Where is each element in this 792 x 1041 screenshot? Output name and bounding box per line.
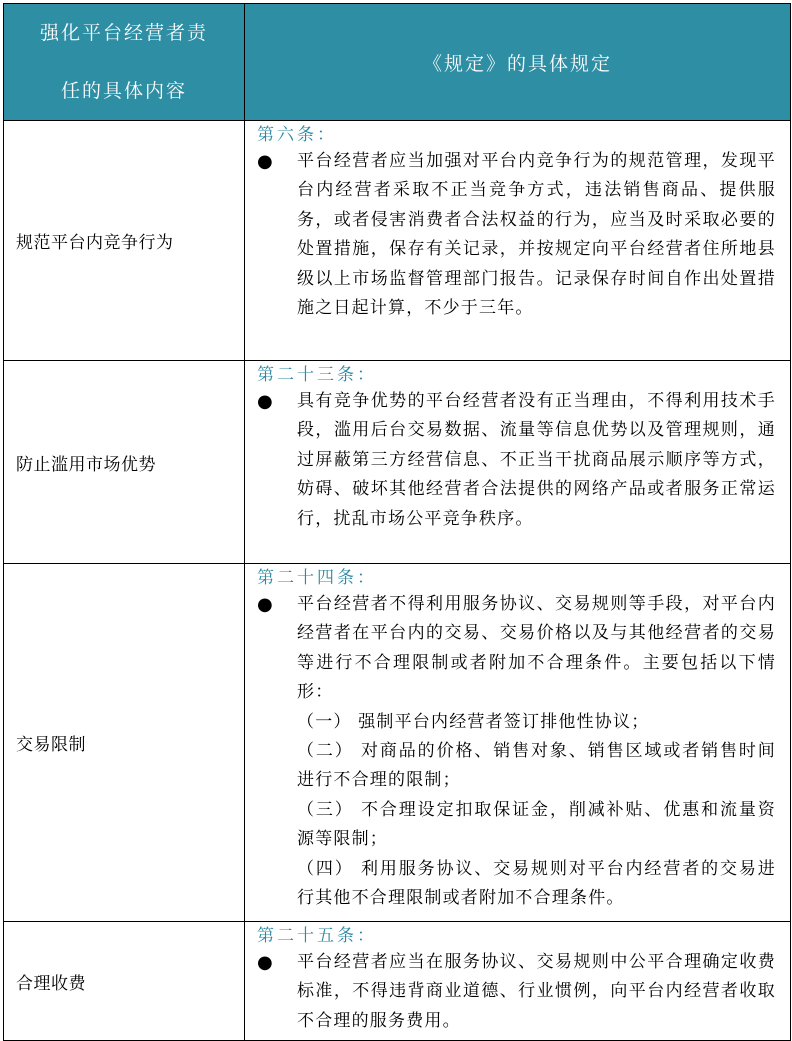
article-number: 第二十五条：: [257, 926, 377, 946]
content-cell: [245, 564, 791, 922]
bullet-icon: ●: [257, 952, 273, 973]
table-row: [4, 361, 791, 564]
table-header-row: [4, 4, 791, 121]
topic-cell: [4, 361, 245, 564]
article-text: 平台经营者应当在服务协议、交易规则中公平合理确定收费标准，不得违背商业道德、行业惯例，向平台内经营者收取不合理的服务费用。: [297, 952, 776, 1031]
bullet-icon: ●: [257, 151, 273, 172]
article-number: 第六条：: [257, 125, 337, 145]
regulation-table: [3, 3, 791, 1041]
list-item: （一） 强制平台内经营者签订排他性协议；: [297, 711, 650, 732]
table-row: [4, 564, 791, 922]
content-cell: [245, 361, 791, 564]
topic-label: 防止滥用市场优势: [16, 454, 156, 475]
article-number: 第二十四条：: [257, 568, 377, 588]
header-right-text: 《规定》的具体规定: [422, 52, 612, 75]
topic-label: 交易限制: [16, 735, 86, 755]
article-text: 平台经营者不得利用服务协议、交易规则等手段，对平台内经营者在平台内的交易、交易价格以及与其他经营者的交易等进行不合理限制或者附加不合理条件。主要包括以下情形：: [297, 594, 776, 703]
header-right-cell: [245, 4, 791, 121]
topic-cell: [4, 564, 245, 922]
bullet-icon: ●: [257, 391, 273, 412]
topic-cell: [4, 121, 245, 361]
topic-label: 规范平台内竞争行为: [16, 233, 174, 253]
content-cell: [245, 121, 791, 361]
content-cell: [245, 922, 791, 1041]
bullet-icon: ●: [257, 594, 273, 615]
article-text: 具有竞争优势的平台经营者没有正当理由，不得利用技术手段，滥用后台交易数据、流量等信息优势以及管理规则，通过屏蔽第三方经营信息、不正当干扰商品展示顺序等方式，妨碍、破坏其他经营者合法提供的网络产品或者服务正常运行，扰乱市场公平竞争秩序。: [297, 391, 776, 529]
table-row: [4, 922, 791, 1041]
list-item: （三） 不合理设定扣取保证金，削减补贴、优惠和流量资源等限制；: [297, 799, 776, 850]
topic-label: 合理收费: [16, 973, 86, 994]
table-row: [4, 121, 791, 361]
topic-cell: [4, 922, 245, 1041]
list-item: （四） 利用服务协议、交易规则对平台内经营者的交易进行其他不合理限制或者附加不合理条件。: [297, 858, 776, 909]
article-number: 第二十三条：: [257, 365, 377, 385]
article-text: 平台经营者应当加强对平台内竞争行为的规范管理，发现平台内经营者采取不正当竞争方式，违法销售商品、提供服务，或者侵害消费者合法权益的行为，应当及时采取必要的处置措施，保存有关记录，并按规定向平台经营者住所地县级以上市场监督管理部门报告。记录保存时间自作出处置措施之日起计算，不少于三年。: [297, 151, 776, 319]
header-left-cell: [4, 4, 245, 121]
list-item: （二） 对商品的价格、销售对象、销售区域或者销售时间进行不合理的限制；: [297, 741, 776, 791]
header-left-text: 强化平台经营者责任的具体内容: [39, 22, 208, 102]
